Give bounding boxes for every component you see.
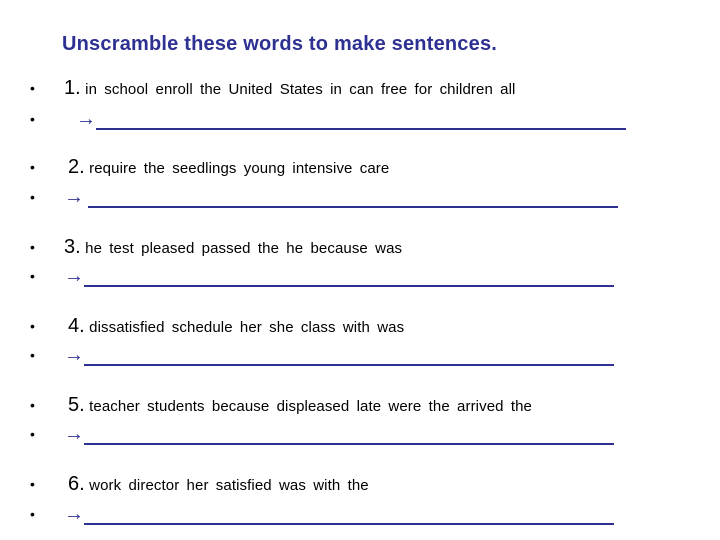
scrambled-words-2: require the seedlings young intensive care	[89, 160, 390, 177]
item-number-1: 1.	[64, 77, 81, 99]
bullet: •	[30, 426, 35, 442]
answer-line-1	[0, 107, 720, 131]
bullet: •	[30, 506, 35, 522]
arrow-icon: →	[64, 344, 84, 366]
bullet: •	[30, 476, 35, 492]
item-number-6: 6.	[68, 473, 85, 495]
answer-blank-2[interactable]	[88, 206, 618, 208]
bullet: •	[30, 189, 35, 205]
scrambled-words-1: in school enroll the United States in can free for children all	[85, 81, 516, 98]
item-number-2: 2.	[68, 156, 85, 178]
prompt-line-4	[0, 314, 720, 338]
answer-blank-5[interactable]	[84, 443, 614, 445]
item-number-5: 5.	[68, 394, 85, 416]
bullet: •	[30, 397, 35, 413]
item-number-4: 4.	[68, 315, 85, 337]
answer-line-2	[0, 185, 720, 209]
arrow-icon: →	[64, 265, 84, 287]
bullet: •	[30, 347, 35, 363]
answer-line-5	[0, 422, 720, 446]
scrambled-words-3: he test pleased passed the he because was	[85, 240, 403, 257]
worksheet-title: Unscramble these words to make sentences.	[62, 33, 498, 55]
arrow-icon: →	[64, 423, 84, 445]
prompt-line-1	[0, 76, 720, 100]
bullet: •	[30, 318, 35, 334]
prompt-line-5	[0, 393, 720, 417]
prompt-line-2	[0, 155, 720, 179]
answer-line-4	[0, 343, 720, 367]
bullet: •	[30, 159, 35, 175]
answer-line-3	[0, 264, 720, 288]
answer-blank-3[interactable]	[84, 285, 614, 287]
scrambled-words-6: work director her satisfied was with the	[89, 477, 369, 494]
answer-line-6	[0, 502, 720, 526]
arrow-icon: →	[64, 186, 84, 208]
bullet: •	[30, 111, 35, 127]
prompt-line-6	[0, 472, 720, 496]
item-number-3: 3.	[64, 236, 81, 258]
prompt-line-3	[0, 235, 720, 259]
bullet: •	[30, 268, 35, 284]
scrambled-words-5: teacher students because displeased late were the arrived the	[89, 398, 532, 415]
bullet: •	[30, 80, 35, 96]
arrow-icon: →	[64, 503, 84, 525]
scrambled-words-4: dissatisfied schedule her she class with was	[89, 319, 405, 336]
answer-blank-6[interactable]	[84, 523, 614, 525]
answer-blank-1[interactable]	[96, 128, 626, 130]
answer-blank-4[interactable]	[84, 364, 614, 366]
arrow-icon: →	[76, 108, 96, 130]
bullet: •	[30, 239, 35, 255]
